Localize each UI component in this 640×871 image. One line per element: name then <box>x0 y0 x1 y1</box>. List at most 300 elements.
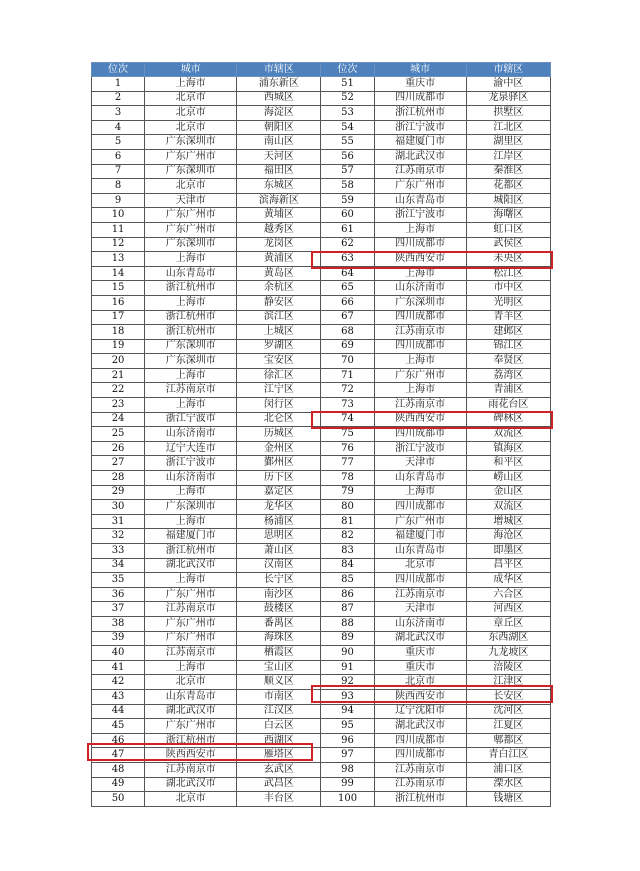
cell-rank-left: 30 <box>92 500 145 515</box>
cell-district-left: 市南区 <box>237 689 321 704</box>
cell-city-right: 陕西西安市 <box>374 412 466 427</box>
cell-district-right: 江夏区 <box>466 719 550 734</box>
cell-district-right: 郫都区 <box>466 733 550 748</box>
cell-district-left: 龙岗区 <box>237 237 321 252</box>
cell-district-left: 宝安区 <box>237 354 321 369</box>
cell-rank-left: 1 <box>92 77 145 92</box>
cell-city-left: 浙江杭州市 <box>145 310 237 325</box>
cell-district-right: 镇海区 <box>466 441 550 456</box>
cell-rank-right: 95 <box>321 719 374 734</box>
cell-city-right: 上海市 <box>374 354 466 369</box>
cell-rank-left: 7 <box>92 164 145 179</box>
cell-district-left: 滨江区 <box>237 310 321 325</box>
cell-rank-left: 21 <box>92 368 145 383</box>
cell-rank-left: 16 <box>92 295 145 310</box>
cell-city-right: 四川成都市 <box>374 237 466 252</box>
cell-district-right: 渝中区 <box>466 77 550 92</box>
cell-city-left: 广东广州市 <box>145 208 237 223</box>
cell-city-left: 浙江杭州市 <box>145 733 237 748</box>
table-row <box>92 646 551 661</box>
cell-city-right: 四川成都市 <box>374 91 466 106</box>
cell-city-right: 上海市 <box>374 266 466 281</box>
cell-city-right: 湖北武汉市 <box>374 719 466 734</box>
cell-rank-right: 79 <box>321 485 374 500</box>
cell-city-right: 广东广州市 <box>374 368 466 383</box>
cell-district-right: 武侯区 <box>466 237 550 252</box>
cell-city-left: 上海市 <box>145 368 237 383</box>
cell-rank-left: 4 <box>92 120 145 135</box>
cell-district-right: 章丘区 <box>466 616 550 631</box>
cell-city-left: 广东广州市 <box>145 616 237 631</box>
cell-rank-right: 93 <box>321 689 374 704</box>
cell-district-left: 汉南区 <box>237 558 321 573</box>
cell-rank-right: 92 <box>321 675 374 690</box>
cell-city-right: 陕西西安市 <box>374 252 466 267</box>
cell-rank-right: 85 <box>321 573 374 588</box>
cell-rank-left: 41 <box>92 660 145 675</box>
cell-district-left: 海淀区 <box>237 106 321 121</box>
cell-rank-right: 52 <box>321 91 374 106</box>
cell-city-left: 浙江宁波市 <box>145 456 237 471</box>
cell-district-left: 西城区 <box>237 91 321 106</box>
cell-district-right: 江津区 <box>466 675 550 690</box>
cell-rank-left: 49 <box>92 777 145 792</box>
cell-district-left: 长宁区 <box>237 573 321 588</box>
cell-rank-right: 89 <box>321 631 374 646</box>
cell-rank-left: 45 <box>92 719 145 734</box>
cell-district-left: 武昌区 <box>237 777 321 792</box>
cell-district-left: 福田区 <box>237 164 321 179</box>
cell-rank-right: 82 <box>321 529 374 544</box>
cell-district-left: 江汉区 <box>237 704 321 719</box>
cell-district-right: 松江区 <box>466 266 550 281</box>
cell-city-left: 广东深圳市 <box>145 135 237 150</box>
cell-rank-left: 34 <box>92 558 145 573</box>
cell-district-right: 海曙区 <box>466 208 550 223</box>
cell-rank-right: 55 <box>321 135 374 150</box>
cell-city-left: 山东青岛市 <box>145 689 237 704</box>
cell-district-left: 天河区 <box>237 149 321 164</box>
cell-city-left: 浙江杭州市 <box>145 325 237 340</box>
cell-city-right: 辽宁沈阳市 <box>374 704 466 719</box>
cell-city-right: 天津市 <box>374 456 466 471</box>
cell-district-right: 钱塘区 <box>466 792 550 807</box>
cell-rank-right: 74 <box>321 412 374 427</box>
cell-district-right: 奉贤区 <box>466 354 550 369</box>
cell-city-right: 重庆市 <box>374 646 466 661</box>
cell-district-right: 未央区 <box>466 252 550 267</box>
cell-city-left: 江苏南京市 <box>145 602 237 617</box>
header-rank-left: 位次 <box>92 63 145 77</box>
cell-district-left: 鼓楼区 <box>237 602 321 617</box>
cell-city-right: 浙江宁波市 <box>374 208 466 223</box>
cell-city-right: 江苏南京市 <box>374 587 466 602</box>
cell-rank-left: 27 <box>92 456 145 471</box>
cell-city-left: 浙江杭州市 <box>145 544 237 559</box>
cell-rank-left: 48 <box>92 762 145 777</box>
cell-district-left: 浦东新区 <box>237 77 321 92</box>
highlight-rank-63 <box>311 251 553 269</box>
cell-city-right: 江苏南京市 <box>374 777 466 792</box>
table-row <box>92 106 551 121</box>
table-row <box>92 660 551 675</box>
ranking-table-container <box>91 62 551 807</box>
cell-city-right: 湖北武汉市 <box>374 631 466 646</box>
cell-city-left: 北京市 <box>145 91 237 106</box>
cell-city-right: 四川成都市 <box>374 427 466 442</box>
cell-district-right: 市中区 <box>466 281 550 296</box>
header-rank-right: 位次 <box>321 63 374 77</box>
cell-district-right: 荔湾区 <box>466 368 550 383</box>
cell-district-left: 番禺区 <box>237 616 321 631</box>
cell-district-left: 黄浦区 <box>237 252 321 267</box>
cell-city-left: 江苏南京市 <box>145 383 237 398</box>
cell-district-left: 宝山区 <box>237 660 321 675</box>
cell-city-right: 福建厦门市 <box>374 135 466 150</box>
table-row <box>92 514 551 529</box>
cell-rank-right: 62 <box>321 237 374 252</box>
cell-rank-right: 59 <box>321 193 374 208</box>
cell-city-left: 广东深圳市 <box>145 339 237 354</box>
table-row <box>92 354 551 369</box>
cell-city-right: 山东青岛市 <box>374 193 466 208</box>
cell-rank-right: 88 <box>321 616 374 631</box>
cell-rank-right: 76 <box>321 441 374 456</box>
cell-city-left: 湖北武汉市 <box>145 704 237 719</box>
header-city-right: 城市 <box>374 63 466 77</box>
cell-district-left: 朝阳区 <box>237 120 321 135</box>
table-row <box>92 222 551 237</box>
cell-rank-left: 36 <box>92 587 145 602</box>
cell-rank-left: 33 <box>92 544 145 559</box>
cell-city-right: 浙江杭州市 <box>374 106 466 121</box>
table-row <box>92 325 551 340</box>
cell-city-left: 江苏南京市 <box>145 646 237 661</box>
cell-city-right: 北京市 <box>374 675 466 690</box>
cell-district-left: 黄埔区 <box>237 208 321 223</box>
cell-city-right: 重庆市 <box>374 77 466 92</box>
cell-district-right: 昌平区 <box>466 558 550 573</box>
cell-rank-left: 10 <box>92 208 145 223</box>
table-row <box>92 602 551 617</box>
cell-rank-right: 78 <box>321 471 374 486</box>
cell-rank-left: 29 <box>92 485 145 500</box>
cell-rank-right: 63 <box>321 252 374 267</box>
cell-district-left: 鄞州区 <box>237 456 321 471</box>
cell-district-left: 南山区 <box>237 135 321 150</box>
cell-district-right: 江北区 <box>466 120 550 135</box>
highlight-rank-74 <box>311 411 553 429</box>
cell-city-left: 广东深圳市 <box>145 500 237 515</box>
cell-city-right: 湖北武汉市 <box>374 149 466 164</box>
cell-city-left: 上海市 <box>145 398 237 413</box>
cell-rank-right: 96 <box>321 733 374 748</box>
cell-rank-right: 81 <box>321 514 374 529</box>
cell-district-right: 涪陵区 <box>466 660 550 675</box>
cell-rank-left: 26 <box>92 441 145 456</box>
cell-rank-right: 54 <box>321 120 374 135</box>
cell-district-right: 溧水区 <box>466 777 550 792</box>
cell-rank-left: 46 <box>92 733 145 748</box>
cell-rank-left: 42 <box>92 675 145 690</box>
cell-city-left: 上海市 <box>145 573 237 588</box>
table-row <box>92 368 551 383</box>
cell-city-left: 北京市 <box>145 675 237 690</box>
cell-district-left: 思明区 <box>237 529 321 544</box>
cell-city-right: 陕西西安市 <box>374 689 466 704</box>
cell-rank-left: 38 <box>92 616 145 631</box>
cell-rank-right: 66 <box>321 295 374 310</box>
cell-city-left: 上海市 <box>145 77 237 92</box>
cell-city-right: 浙江宁波市 <box>374 120 466 135</box>
cell-district-right: 青羊区 <box>466 310 550 325</box>
cell-rank-right: 58 <box>321 179 374 194</box>
cell-city-left: 上海市 <box>145 514 237 529</box>
cell-rank-right: 71 <box>321 368 374 383</box>
cell-rank-right: 53 <box>321 106 374 121</box>
cell-district-right: 碑林区 <box>466 412 550 427</box>
table-row <box>92 120 551 135</box>
cell-district-right: 锦江区 <box>466 339 550 354</box>
cell-district-left: 顺义区 <box>237 675 321 690</box>
cell-rank-right: 72 <box>321 383 374 398</box>
highlight-rank-47 <box>87 743 313 761</box>
cell-district-right: 即墨区 <box>466 544 550 559</box>
cell-city-left: 广东广州市 <box>145 719 237 734</box>
cell-rank-left: 22 <box>92 383 145 398</box>
cell-district-right: 城阳区 <box>466 193 550 208</box>
cell-rank-left: 43 <box>92 689 145 704</box>
cell-city-left: 湖北武汉市 <box>145 558 237 573</box>
cell-rank-right: 100 <box>321 792 374 807</box>
cell-district-right: 沈河区 <box>466 704 550 719</box>
cell-rank-left: 12 <box>92 237 145 252</box>
cell-city-right: 江苏南京市 <box>374 164 466 179</box>
cell-city-left: 广东深圳市 <box>145 354 237 369</box>
cell-district-right: 和平区 <box>466 456 550 471</box>
cell-city-right: 四川成都市 <box>374 573 466 588</box>
cell-district-left: 黄岛区 <box>237 266 321 281</box>
header-city-left: 城市 <box>145 63 237 77</box>
cell-rank-left: 18 <box>92 325 145 340</box>
cell-rank-left: 13 <box>92 252 145 267</box>
cell-rank-right: 98 <box>321 762 374 777</box>
cell-city-left: 江苏南京市 <box>145 762 237 777</box>
cell-rank-left: 14 <box>92 266 145 281</box>
cell-city-left: 辽宁大连市 <box>145 441 237 456</box>
cell-district-right: 双流区 <box>466 500 550 515</box>
table-row <box>92 631 551 646</box>
cell-city-right: 广东广州市 <box>374 179 466 194</box>
cell-city-right: 上海市 <box>374 383 466 398</box>
cell-rank-left: 37 <box>92 602 145 617</box>
cell-district-right: 六合区 <box>466 587 550 602</box>
cell-district-left: 白云区 <box>237 719 321 734</box>
cell-rank-right: 80 <box>321 500 374 515</box>
cell-district-left: 海珠区 <box>237 631 321 646</box>
cell-district-left: 栖霞区 <box>237 646 321 661</box>
cell-city-right: 四川成都市 <box>374 339 466 354</box>
cell-rank-left: 3 <box>92 106 145 121</box>
highlight-rank-93 <box>311 685 553 703</box>
cell-rank-left: 2 <box>92 91 145 106</box>
cell-district-right: 成华区 <box>466 573 550 588</box>
cell-city-right: 四川成都市 <box>374 733 466 748</box>
cell-district-left: 历城区 <box>237 427 321 442</box>
cell-rank-right: 86 <box>321 587 374 602</box>
cell-district-right: 秦淮区 <box>466 164 550 179</box>
cell-city-right: 江苏南京市 <box>374 325 466 340</box>
cell-city-right: 上海市 <box>374 485 466 500</box>
cell-city-left: 广东广州市 <box>145 631 237 646</box>
cell-rank-right: 94 <box>321 704 374 719</box>
cell-district-right: 虹口区 <box>466 222 550 237</box>
cell-rank-right: 70 <box>321 354 374 369</box>
cell-city-right: 江苏南京市 <box>374 398 466 413</box>
cell-district-left: 闵行区 <box>237 398 321 413</box>
cell-rank-left: 24 <box>92 412 145 427</box>
cell-rank-left: 47 <box>92 748 145 763</box>
table-row <box>92 719 551 734</box>
cell-city-right: 山东青岛市 <box>374 471 466 486</box>
cell-rank-right: 51 <box>321 77 374 92</box>
cell-rank-right: 91 <box>321 660 374 675</box>
cell-city-left: 北京市 <box>145 106 237 121</box>
table-row <box>92 704 551 719</box>
cell-city-right: 山东青岛市 <box>374 544 466 559</box>
cell-city-right: 浙江杭州市 <box>374 792 466 807</box>
cell-district-left: 罗湖区 <box>237 339 321 354</box>
table-row <box>92 339 551 354</box>
cell-city-right: 山东济南市 <box>374 281 466 296</box>
cell-rank-left: 11 <box>92 222 145 237</box>
cell-rank-left: 50 <box>92 792 145 807</box>
cell-city-left: 广东深圳市 <box>145 237 237 252</box>
cell-rank-left: 28 <box>92 471 145 486</box>
cell-district-left: 徐汇区 <box>237 368 321 383</box>
cell-district-right: 拱墅区 <box>466 106 550 121</box>
cell-rank-left: 20 <box>92 354 145 369</box>
cell-district-right: 江岸区 <box>466 149 550 164</box>
cell-district-right: 崂山区 <box>466 471 550 486</box>
cell-rank-left: 25 <box>92 427 145 442</box>
cell-rank-left: 40 <box>92 646 145 661</box>
cell-city-right: 广东广州市 <box>374 514 466 529</box>
cell-city-left: 广东广州市 <box>145 222 237 237</box>
cell-district-left: 金州区 <box>237 441 321 456</box>
cell-rank-right: 64 <box>321 266 374 281</box>
cell-rank-left: 32 <box>92 529 145 544</box>
cell-city-left: 北京市 <box>145 179 237 194</box>
cell-rank-left: 23 <box>92 398 145 413</box>
table-row <box>92 135 551 150</box>
cell-city-right: 重庆市 <box>374 660 466 675</box>
table-row <box>92 792 551 807</box>
cell-rank-left: 9 <box>92 193 145 208</box>
table-row <box>92 281 551 296</box>
cell-rank-left: 17 <box>92 310 145 325</box>
cell-rank-right: 77 <box>321 456 374 471</box>
table-row <box>92 529 551 544</box>
table-row <box>92 179 551 194</box>
cell-city-right: 四川成都市 <box>374 748 466 763</box>
cell-city-left: 陕西西安市 <box>145 748 237 763</box>
cell-rank-right: 90 <box>321 646 374 661</box>
cell-district-right: 青白江区 <box>466 748 550 763</box>
cell-city-left: 广东广州市 <box>145 149 237 164</box>
cell-city-left: 浙江杭州市 <box>145 281 237 296</box>
table-row <box>92 456 551 471</box>
table-row <box>92 441 551 456</box>
cell-rank-left: 6 <box>92 149 145 164</box>
table-row <box>92 471 551 486</box>
cell-city-left: 上海市 <box>145 252 237 267</box>
cell-rank-right: 65 <box>321 281 374 296</box>
cell-district-right: 东西湖区 <box>466 631 550 646</box>
cell-district-right: 海沧区 <box>466 529 550 544</box>
cell-district-right: 增城区 <box>466 514 550 529</box>
cell-city-right: 天津市 <box>374 602 466 617</box>
table-row <box>92 91 551 106</box>
cell-city-right: 北京市 <box>374 558 466 573</box>
cell-city-right: 浙江宁波市 <box>374 441 466 456</box>
cell-rank-right: 68 <box>321 325 374 340</box>
cell-district-left: 静安区 <box>237 295 321 310</box>
cell-district-right: 雨花台区 <box>466 398 550 413</box>
table-row <box>92 762 551 777</box>
header-district-left: 市辖区 <box>237 63 321 77</box>
table-row <box>92 310 551 325</box>
table-row <box>92 208 551 223</box>
cell-district-right: 花都区 <box>466 179 550 194</box>
cell-city-left: 湖北武汉市 <box>145 777 237 792</box>
table-row <box>92 573 551 588</box>
cell-rank-right: 73 <box>321 398 374 413</box>
cell-rank-left: 44 <box>92 704 145 719</box>
cell-district-right: 龙泉驿区 <box>466 91 550 106</box>
cell-city-right: 福建厦门市 <box>374 529 466 544</box>
cell-district-right: 九龙坡区 <box>466 646 550 661</box>
cell-district-right: 浦口区 <box>466 762 550 777</box>
cell-district-left: 上城区 <box>237 325 321 340</box>
cell-rank-right: 67 <box>321 310 374 325</box>
table-row <box>92 777 551 792</box>
cell-rank-left: 19 <box>92 339 145 354</box>
table-row <box>92 295 551 310</box>
table-row <box>92 544 551 559</box>
cell-rank-right: 83 <box>321 544 374 559</box>
cell-city-left: 山东济南市 <box>145 427 237 442</box>
cell-district-left: 北仑区 <box>237 412 321 427</box>
cell-rank-left: 8 <box>92 179 145 194</box>
table-row <box>92 485 551 500</box>
table-row <box>92 164 551 179</box>
table-row <box>92 558 551 573</box>
cell-district-left: 东城区 <box>237 179 321 194</box>
cell-city-left: 山东济南市 <box>145 471 237 486</box>
table-row <box>92 193 551 208</box>
cell-city-right: 广东深圳市 <box>374 295 466 310</box>
header-row <box>92 63 551 77</box>
cell-district-right: 河西区 <box>466 602 550 617</box>
cell-district-left: 萧山区 <box>237 544 321 559</box>
cell-city-left: 上海市 <box>145 660 237 675</box>
cell-district-right: 光明区 <box>466 295 550 310</box>
cell-district-left: 越秀区 <box>237 222 321 237</box>
cell-rank-right: 87 <box>321 602 374 617</box>
cell-rank-right: 60 <box>321 208 374 223</box>
cell-city-left: 福建厦门市 <box>145 529 237 544</box>
